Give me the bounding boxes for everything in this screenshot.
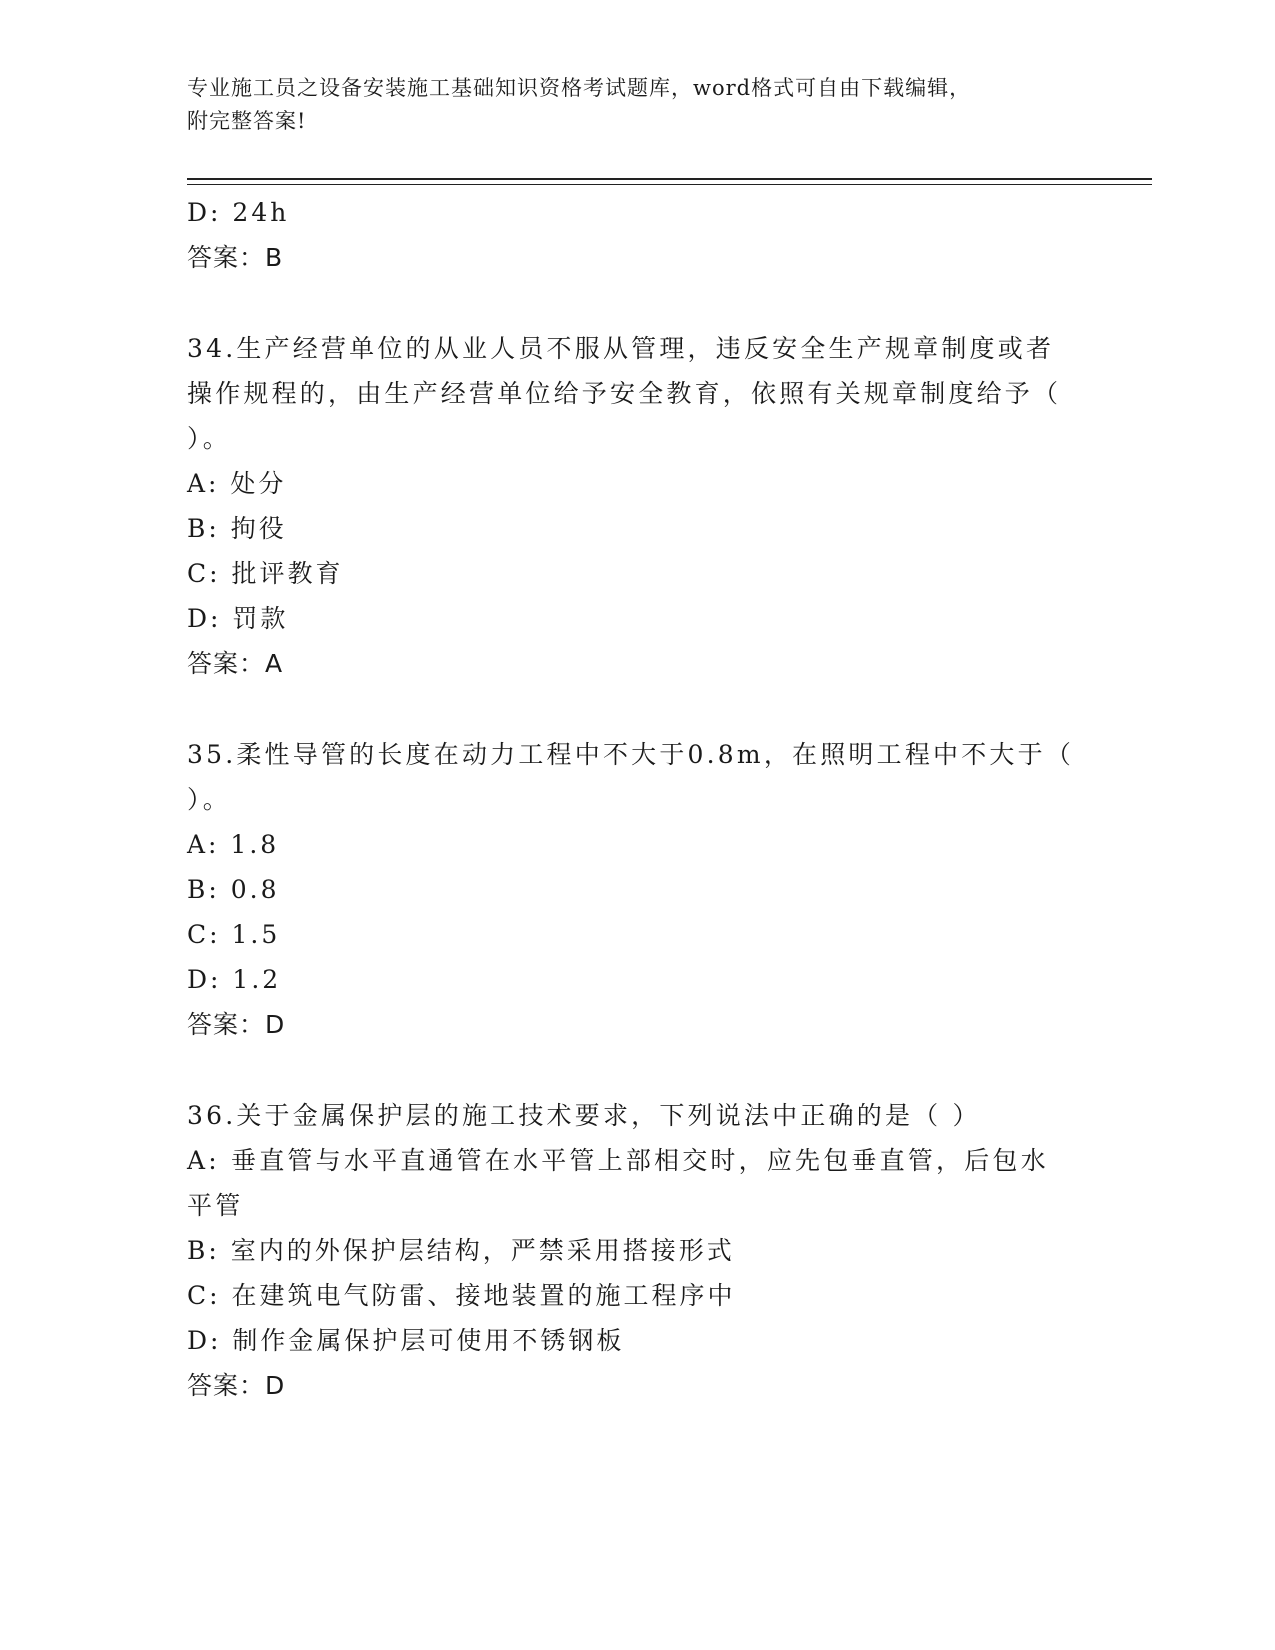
question-34 <box>187 326 1087 686</box>
option-a: A: 1.8 <box>187 830 280 859</box>
option-c: C: 1.5 <box>187 920 281 949</box>
option-a: A: 垂直管与水平直通管在水平管上部相交时，应先包垂直管，后包水平管 <box>187 1146 1049 1220</box>
question-text: 36.关于金属保护层的施工技术要求，下列说法中正确的是（ ） <box>187 1101 981 1130</box>
option-a: A: 处分 <box>187 469 287 498</box>
prev-answer: 答案：B <box>187 243 284 272</box>
option-c: C: 批评教育 <box>187 559 344 588</box>
header-divider-thin <box>187 184 1152 185</box>
header-line-2: 附完整答案! <box>187 109 307 133</box>
option-b: B: 0.8 <box>187 875 280 904</box>
option-d: D: 罚款 <box>187 604 289 633</box>
header-line-1: 专业施工员之设备安装施工基础知识资格考试题库，word格式可自由下载编辑， <box>187 76 972 100</box>
option-b: B: 拘役 <box>187 514 287 543</box>
document-header <box>187 72 1087 138</box>
answer: 答案：D <box>187 1371 286 1400</box>
question-text: 34.生产经营单位的从业人员不服从管理，违反安全生产规章制度或者操作规程的，由生产经营单位给予安全教育，依照有关规章制度给予（ ）。 <box>187 334 1062 453</box>
header-divider-thick <box>187 178 1152 180</box>
answer: 答案：D <box>187 1010 286 1039</box>
prev-option-d: D: 24h <box>187 198 290 227</box>
document-body <box>187 190 1087 1408</box>
question-text: 35.柔性导管的长度在动力工程中不大于0.8m，在照明工程中不大于（ ）。 <box>187 740 1075 814</box>
question-35 <box>187 732 1087 1047</box>
question-36 <box>187 1093 1087 1408</box>
option-d: D: 制作金属保护层可使用不锈钢板 <box>187 1326 625 1355</box>
option-b: B: 室内的外保护层结构，严禁采用搭接形式 <box>187 1236 735 1265</box>
option-d: D: 1.2 <box>187 965 282 994</box>
answer: 答案：A <box>187 649 284 678</box>
option-c: C: 在建筑电气防雷、接地装置的施工程序中 <box>187 1281 736 1310</box>
